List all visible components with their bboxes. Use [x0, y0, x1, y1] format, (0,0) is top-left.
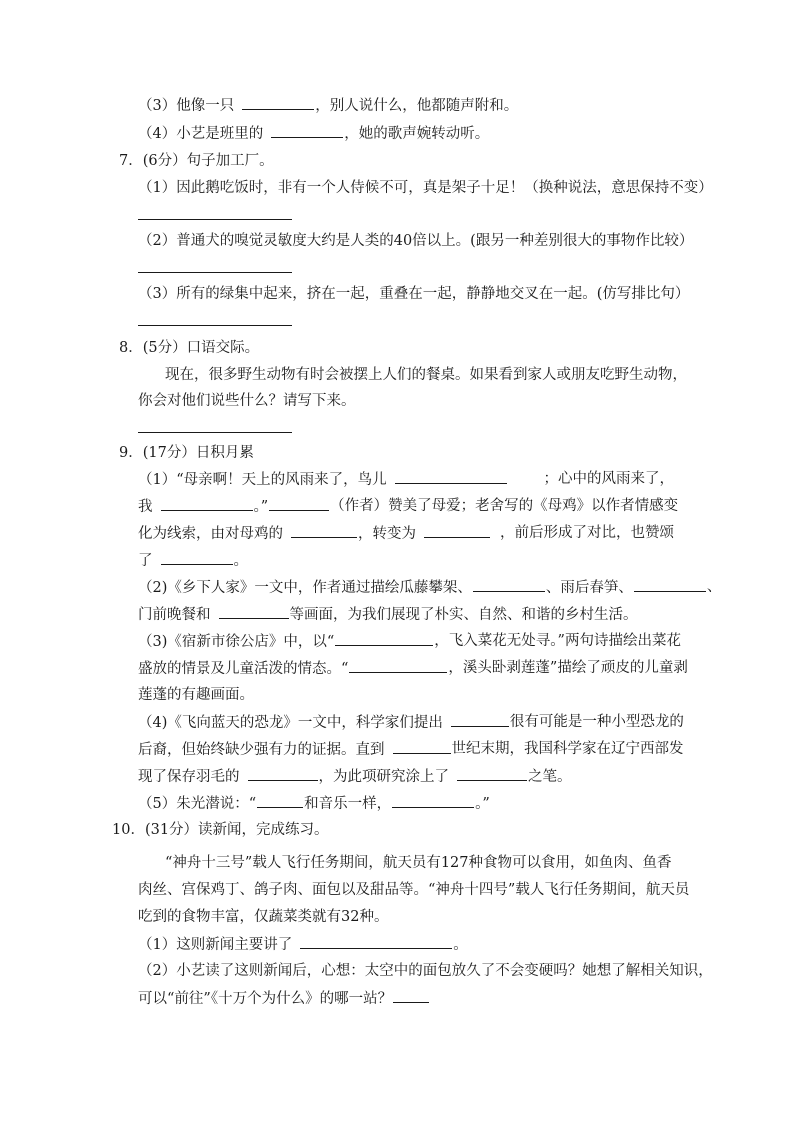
- q10-news-line-3: 吃到的食物丰富，仅蔬菜类就有32种。: [138, 909, 389, 925]
- q9-1-blank-4[interactable]: [424, 523, 490, 538]
- q9-2-blank-2[interactable]: [634, 577, 706, 592]
- q10-1-blank[interactable]: [300, 934, 452, 949]
- q10-2-blank[interactable]: [393, 988, 429, 1003]
- q9-item-4-line-1: （4)《飞向蓝天的恐龙》一文中，科学家们提出 很有可能是一种小型恐龙的: [138, 714, 684, 731]
- q9-item-5: （5）朱光潜说：“ 和音乐一样， 。”: [138, 793, 490, 814]
- q10-heading: 10．(31分）读新闻，完成练习。: [112, 822, 329, 838]
- q9-item-2-line-2: 门前晚餐和 等画面，为我们展现了朴实、自然、和谐的乡村生活。: [138, 604, 638, 625]
- q9-4-blank-2[interactable]: [393, 739, 451, 754]
- q9-3-blank-2[interactable]: [349, 658, 447, 673]
- q10-item-2-line-2: 可以“前往”《十万个为什么》的哪一站？: [138, 988, 430, 1009]
- q9-item-2-line-1: （2)《乡下人家》一文中，作者通过描绘瓜藤攀架、 、雨后春笋、 、: [138, 579, 722, 596]
- q10-news-line-2: 肉丝、宫保鸡丁、鸽子肉、面包以及甜品等。“神舟十四号”载人飞行任务期间，航天员: [138, 882, 690, 898]
- q7-2-answer-line[interactable]: [138, 272, 292, 273]
- q9-item-1-line-2: 我 。” （作者）赞美了母爱；老舍写的《母鸡》以作者情感变: [138, 498, 679, 515]
- q6-item-4: （4）小艺是班里的 ，她的歌声婉转动听。: [138, 123, 489, 144]
- q10-news-line-1: “神舟十三号”载人飞行任务期间，航天员有127种食物可以食用，如鱼肉、鱼香: [165, 855, 672, 871]
- q9-item-3-line-3: 莲蓬的有趣画面。: [138, 687, 254, 703]
- q9-5-blank-1[interactable]: [257, 793, 303, 808]
- q9-4-blank-4[interactable]: [457, 766, 527, 781]
- q6-item-3: （3）他像一只 ，别人说什么，他都随声附和。: [138, 95, 518, 116]
- q7-heading: 7．(6分）句子加工厂。: [119, 153, 274, 169]
- q9-1-blank-author[interactable]: [269, 496, 329, 511]
- q10-item-1: （1）这则新闻主要讲了 。: [138, 934, 468, 955]
- q10-item-2-line-1: （2）小艺读了这则新闻后，心想：太空中的面包放久了不会变硬吗？她想了解相关知识，: [138, 963, 713, 979]
- q9-1-blank-5[interactable]: [161, 550, 233, 565]
- q7-item-2: （2）普通犬的嗅觉灵敏度大约是人类的40倍以上。(跟另一种差别很大的事物作比较）: [138, 233, 694, 249]
- q9-item-1-line-1: （1）“母亲啊！天上的风雨来了，鸟儿 ；心中的风雨来了，: [138, 471, 674, 488]
- q7-item-3: （3）所有的绿集中起来，挤在一起，重叠在一起，静静地交叉在一起。(仿写排比句）: [138, 286, 690, 302]
- q9-4-blank-3[interactable]: [248, 766, 318, 781]
- q9-2-blank-1[interactable]: [473, 577, 545, 592]
- q8-answer-line[interactable]: [138, 432, 292, 433]
- q8-heading: 8．(5分）口语交际。: [119, 340, 260, 356]
- q6-3-blank[interactable]: [242, 95, 314, 110]
- q9-item-1-line-3: 化为线索，由对母鸡的 ，转变为 ，前后形成了对比，也赞颂: [138, 525, 674, 542]
- q8-paragraph-1: 现在，很多野生动物有时会被摆上人们的餐桌。如果看到家人或朋友吃野生动物，: [165, 367, 687, 383]
- q9-item-1-line-4: 了 。: [138, 550, 248, 571]
- q9-2-blank-3[interactable]: [219, 604, 289, 619]
- q9-1-blank-3[interactable]: [291, 523, 357, 538]
- q9-item-3-line-2: 盛放的情景及儿童活泼的情态。“ ，溪头卧剥莲蓬”描绘了顽皮的儿童剥: [138, 660, 688, 677]
- q9-1-blank-2[interactable]: [161, 496, 253, 511]
- q9-item-4-line-2: 后裔，但始终缺少强有力的证据。直到 世纪末期，我国科学家在辽宁西部发: [138, 741, 684, 758]
- q9-4-blank-1[interactable]: [451, 712, 509, 727]
- q9-3-blank-1[interactable]: [335, 631, 433, 646]
- q7-3-answer-line[interactable]: [138, 325, 292, 326]
- q9-item-3-line-1: （3)《宿新市徐公店》中，以“ ，飞入菜花无处寻。”两句诗描绘出菜花: [138, 633, 681, 650]
- q7-1-answer-line[interactable]: [138, 219, 292, 220]
- q8-paragraph-2: 你会对他们说些什么？请写下来。: [138, 393, 356, 409]
- q9-1-blank-1[interactable]: [395, 469, 507, 484]
- q6-4-blank[interactable]: [271, 123, 343, 138]
- q7-item-1: （1）因此鹅吃饭时，非有一个人侍候不可，真是架子十足！（换种说法，意思保持不变）: [138, 180, 713, 196]
- q9-heading: 9．(17分）日积月累: [119, 445, 254, 461]
- q9-item-4-line-3: 现了保存羽毛的 ，为此项研究涂上了 之笔。: [138, 766, 572, 787]
- q9-5-blank-2[interactable]: [392, 793, 474, 808]
